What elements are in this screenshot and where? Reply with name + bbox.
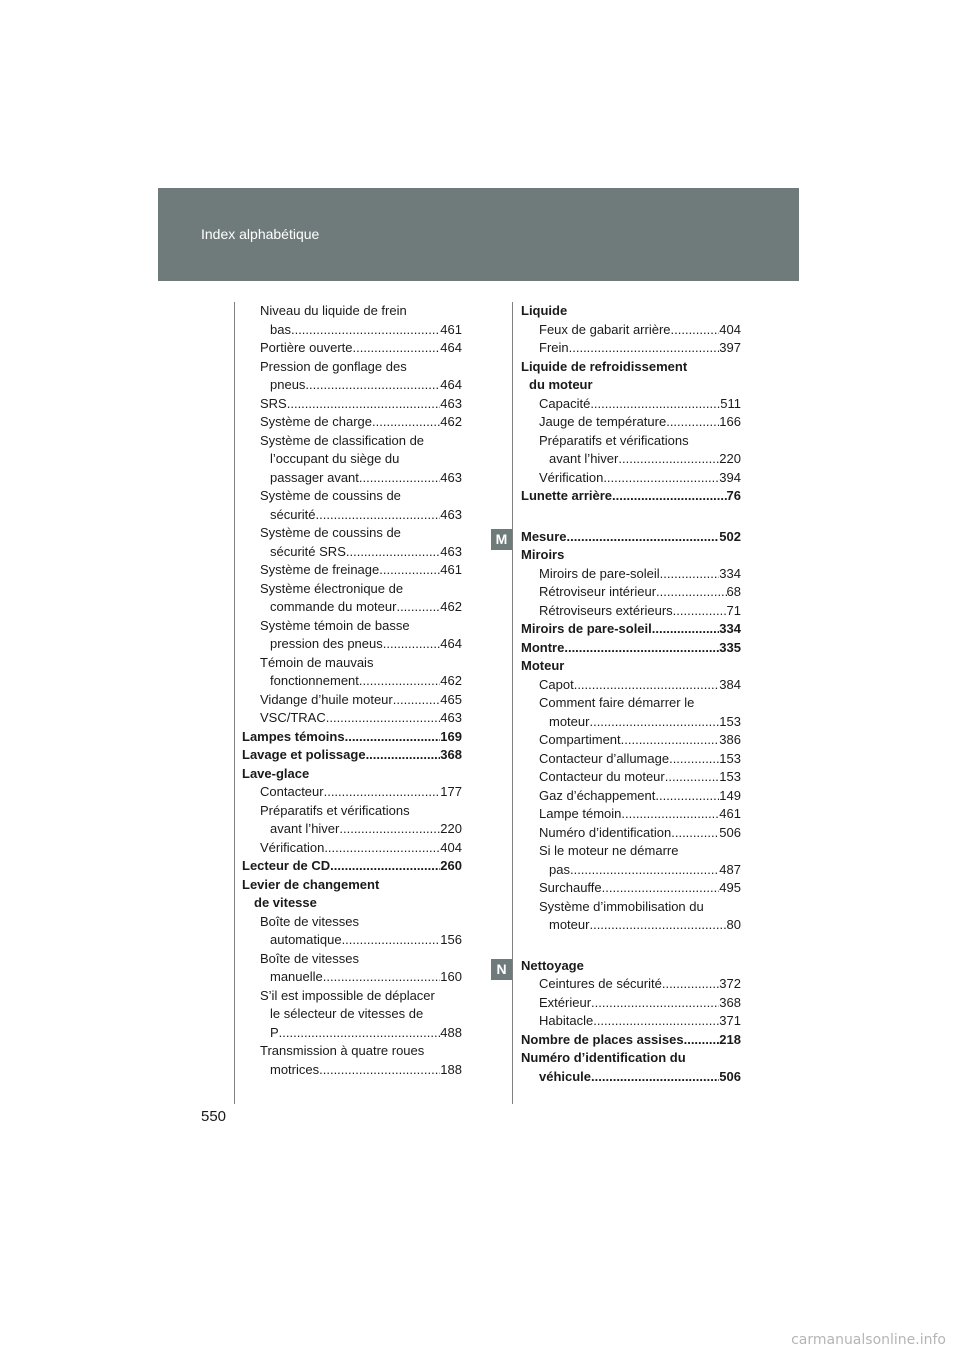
index-subentry: Extérieur ..... 368 (521, 994, 741, 1013)
index-subentry: Feux de gabarit arrière ..... 404 (521, 321, 741, 340)
index-subentry: SRS ..... 463 (242, 395, 462, 414)
index-subentry: Surchauffe ..... 495 (521, 879, 741, 898)
index-subentry: Si le moteur ne démarre (539, 843, 679, 858)
index-subentry: Préparatifs et vérifications (260, 802, 410, 818)
index-subentry: Frein ..... 397 (521, 339, 741, 358)
index-subentry: passager avant ..... 463 (242, 469, 462, 488)
index-subentry: pas ..... 487 (521, 861, 741, 880)
index-subentry: Système témoin de basse (260, 617, 410, 633)
index-subentry: Contacteur du moteur ..... 153 (521, 768, 741, 787)
index-subentry: Préparatifs et vérifications (539, 432, 689, 448)
index-subentry: Système de coussins de (260, 525, 401, 540)
section-header (158, 188, 799, 281)
index-subentry: Témoin de mauvais (260, 654, 374, 670)
index-subentry: Vidange d’huile moteur ..... 465 (242, 691, 462, 710)
index-subentry: Transmission à quatre roues (260, 1043, 425, 1058)
index-subentry: Niveau du liquide de frein (260, 303, 407, 318)
index-subentry: Vérification ..... 394 (521, 469, 741, 488)
index-subentry: sécurité ..... 463 (242, 506, 462, 525)
index-subentry: VSC/TRAC ..... 463 (242, 709, 462, 728)
index-subentry: Capot ..... 384 (521, 676, 741, 695)
index-entry: Lave-glace (242, 765, 310, 781)
index-subentry: l’occupant du siège du (270, 451, 400, 466)
index-column-right (521, 302, 741, 1086)
index-subentry: Contacteur d’allumage ..... 153 (521, 750, 741, 769)
column-divider-right (512, 302, 513, 1104)
index-subentry: Contacteur ..... 177 (242, 783, 462, 802)
index-subentry: avant l’hiver ..... 220 (242, 820, 462, 839)
index-entry: Liquide de refroidissement (521, 358, 688, 374)
index-subentry: fonctionnement ..... 462 (242, 672, 462, 691)
index-subentry: Système de coussins de (260, 488, 401, 503)
index-entry: véhicule ..... 506 (521, 1068, 741, 1087)
index-subentry: Système de charge ..... 462 (242, 413, 462, 432)
index-subentry: pneus ..... 464 (242, 376, 462, 395)
index-entry: de vitesse (254, 895, 317, 910)
index-subentry: Boîte de vitesses (260, 950, 359, 966)
index-entry: Nettoyage (521, 957, 584, 973)
index-subentry: Système de classification de (260, 432, 425, 448)
index-entry: Mesure ..... 502 (521, 528, 741, 547)
index-entry: Lavage et polissage ..... 368 (242, 746, 462, 765)
index-subentry: Numéro d’identification ..... 506 (521, 824, 741, 843)
index-entry: Moteur (521, 658, 565, 673)
index-subentry: pression des pneus ..... 464 (242, 635, 462, 654)
index-subentry: Boîte de vitesses (260, 913, 359, 929)
index-subentry: Lampe témoin ..... 461 (521, 805, 741, 824)
index-entry: Montre ..... 335 (521, 639, 741, 658)
index-subentry: Compartiment ..... 386 (521, 731, 741, 750)
section-gap (521, 935, 741, 957)
index-subentry: motrices ..... 188 (242, 1061, 462, 1080)
index-subentry: Pression de gonflage des (260, 358, 407, 374)
index-subentry: Gaz d’échappement ..... 149 (521, 787, 741, 806)
index-subentry: moteur ..... 80 (521, 916, 741, 935)
index-subentry: Portière ouverte ..... 464 (242, 339, 462, 358)
index-subentry: Système électronique de (260, 580, 404, 596)
index-subentry: Rétroviseur intérieur ..... 68 (521, 583, 741, 602)
index-subentry: P ..... 488 (242, 1024, 462, 1043)
index-entry: Lecteur de CD ..... 260 (242, 857, 462, 876)
watermark: carmanualsonline.info (791, 1332, 946, 1348)
index-subentry: automatique ..... 156 (242, 931, 462, 950)
index-entry: du moteur (529, 377, 593, 392)
index-subentry: Capacité ..... 511 (521, 395, 741, 414)
index-subentry: sécurité SRS ..... 463 (242, 543, 462, 562)
index-entry: Lunette arrière ..... 76 (521, 487, 741, 506)
index-subentry: manuelle ..... 160 (242, 968, 462, 987)
index-subentry: Comment faire démarrer le (539, 695, 695, 710)
index-column-left (242, 302, 462, 1079)
index-subentry: Système d’immobilisation du (539, 898, 704, 914)
index-entry: Miroirs (521, 547, 565, 562)
index-subentry: Système de freinage ..... 461 (242, 561, 462, 580)
index-subentry: Jauge de température ..... 166 (521, 413, 741, 432)
index-entry: Miroirs de pare-soleil ..... 334 (521, 620, 741, 639)
letter-tab-n: N (491, 959, 512, 980)
page-number: 550 (201, 1108, 227, 1125)
index-entry: Lampes témoins ..... 169 (242, 728, 462, 747)
index-subentry: S’il est impossible de déplacer (260, 987, 435, 1003)
section-title: Index alphabétique (201, 226, 320, 242)
index-subentry: avant l’hiver ..... 220 (521, 450, 741, 469)
index-entry: Liquide (521, 303, 568, 318)
letter-tab-m: M (491, 529, 512, 550)
index-subentry: Habitacle ..... 371 (521, 1012, 741, 1031)
index-subentry: bas ..... 461 (242, 321, 462, 340)
index-subentry: moteur ..... 153 (521, 713, 741, 732)
column-divider-left (234, 302, 235, 1104)
index-subentry: le sélecteur de vitesses de (270, 1006, 424, 1021)
section-gap (521, 506, 741, 528)
index-subentry: Miroirs de pare-soleil ..... 334 (521, 565, 741, 584)
index-subentry: Vérification ..... 404 (242, 839, 462, 858)
index-entry: Numéro d’identification du (521, 1050, 686, 1065)
index-entry: Levier de changement (242, 876, 380, 892)
index-subentry: Ceintures de sécurité ..... 372 (521, 975, 741, 994)
index-subentry: Rétroviseurs extérieurs ..... 71 (521, 602, 741, 621)
index-subentry: commande du moteur ..... 462 (242, 598, 462, 617)
index-entry: Nombre de places assises ..... 218 (521, 1031, 741, 1050)
